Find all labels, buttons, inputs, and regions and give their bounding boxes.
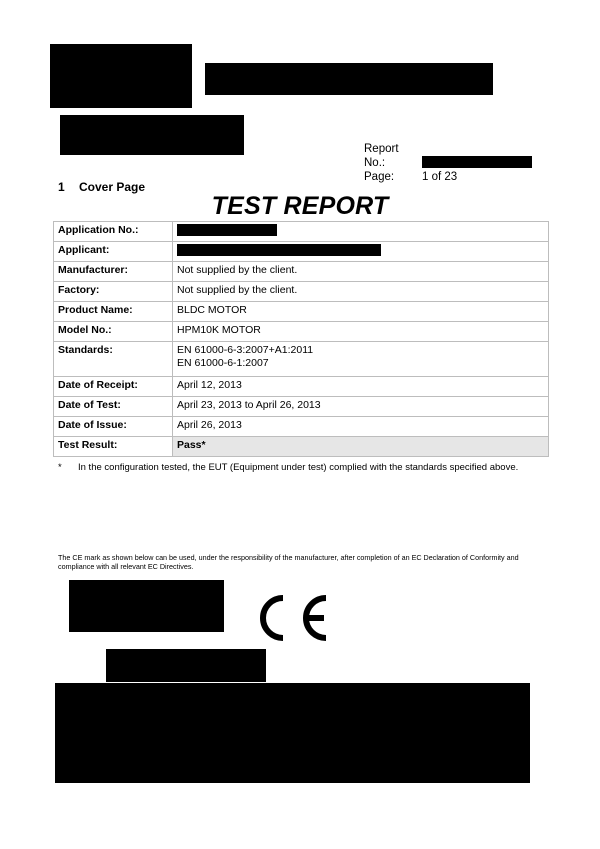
row-label: Date of Issue: (54, 417, 173, 437)
page-value: 1 of 23 (422, 171, 458, 183)
row-label: Product Name: (54, 302, 173, 322)
row-value: HPM10K MOTOR (173, 322, 549, 342)
redacted-approver (106, 649, 266, 682)
redacted-report-no (422, 156, 532, 168)
row-value (173, 222, 549, 242)
redacted-logo (50, 44, 192, 108)
table-row (54, 377, 549, 397)
table-row (54, 302, 549, 322)
row-label: Manufacturer: (54, 262, 173, 282)
report-meta (364, 142, 532, 184)
table-row (54, 342, 549, 377)
row-value: BLDC MOTOR (173, 302, 549, 322)
table-row (54, 437, 549, 457)
page-line (364, 170, 532, 184)
redacted-applicant (177, 244, 381, 256)
row-label: Factory: (54, 282, 173, 302)
page-label: Page: (364, 171, 395, 183)
table-row (54, 242, 549, 262)
footnote (58, 462, 518, 473)
ce-mark-icon (254, 592, 334, 644)
row-value: April 23, 2013 to April 26, 2013 (173, 397, 549, 417)
redacted-company-name (205, 63, 493, 95)
table-row (54, 262, 549, 282)
ce-statement: The CE mark as shown below can be used, under the responsibility of the manufacturer, after completion of an EC Declaration of Conformity and compliance with all relevant EC Directives. (58, 553, 519, 571)
footnote-marker: * (58, 462, 62, 473)
section-title: Cover Page (79, 180, 146, 194)
standard-item: EN 61000-6-1:2007 (177, 357, 269, 369)
redacted-company-subtitle (60, 115, 244, 155)
row-value: April 26, 2013 (173, 417, 549, 437)
row-label: Standards: (54, 342, 173, 377)
row-label: Date of Receipt: (54, 377, 173, 397)
footnote-text: In the configuration tested, the EUT (Equipment under test) complied with the standards specified above. (78, 462, 519, 473)
report-title: TEST REPORT (211, 192, 389, 220)
standard-item: EN 61000-6-3:2007+A1:2011 (177, 344, 314, 356)
row-label: Test Result: (54, 437, 173, 457)
report-info-table (53, 221, 549, 457)
row-label: Date of Test: (54, 397, 173, 417)
test-result-value: Pass* (173, 437, 549, 457)
redacted-footer (55, 683, 530, 783)
table-row (54, 282, 549, 302)
row-label: Application No.: (54, 222, 173, 242)
report-no-label: Report No.: (364, 143, 399, 169)
row-value (173, 342, 549, 377)
table-row (54, 222, 549, 242)
report-no-line (364, 142, 532, 170)
redacted-application-no (177, 224, 277, 236)
table-row (54, 322, 549, 342)
row-label: Applicant: (54, 242, 173, 262)
row-label: Model No.: (54, 322, 173, 342)
row-value (173, 242, 549, 262)
table-row (54, 417, 549, 437)
row-value: Not supplied by the client. (173, 262, 549, 282)
row-value: Not supplied by the client. (173, 282, 549, 302)
section-number: 1 (58, 180, 65, 194)
redacted-signature (69, 580, 224, 632)
table-row (54, 397, 549, 417)
row-value: April 12, 2013 (173, 377, 549, 397)
